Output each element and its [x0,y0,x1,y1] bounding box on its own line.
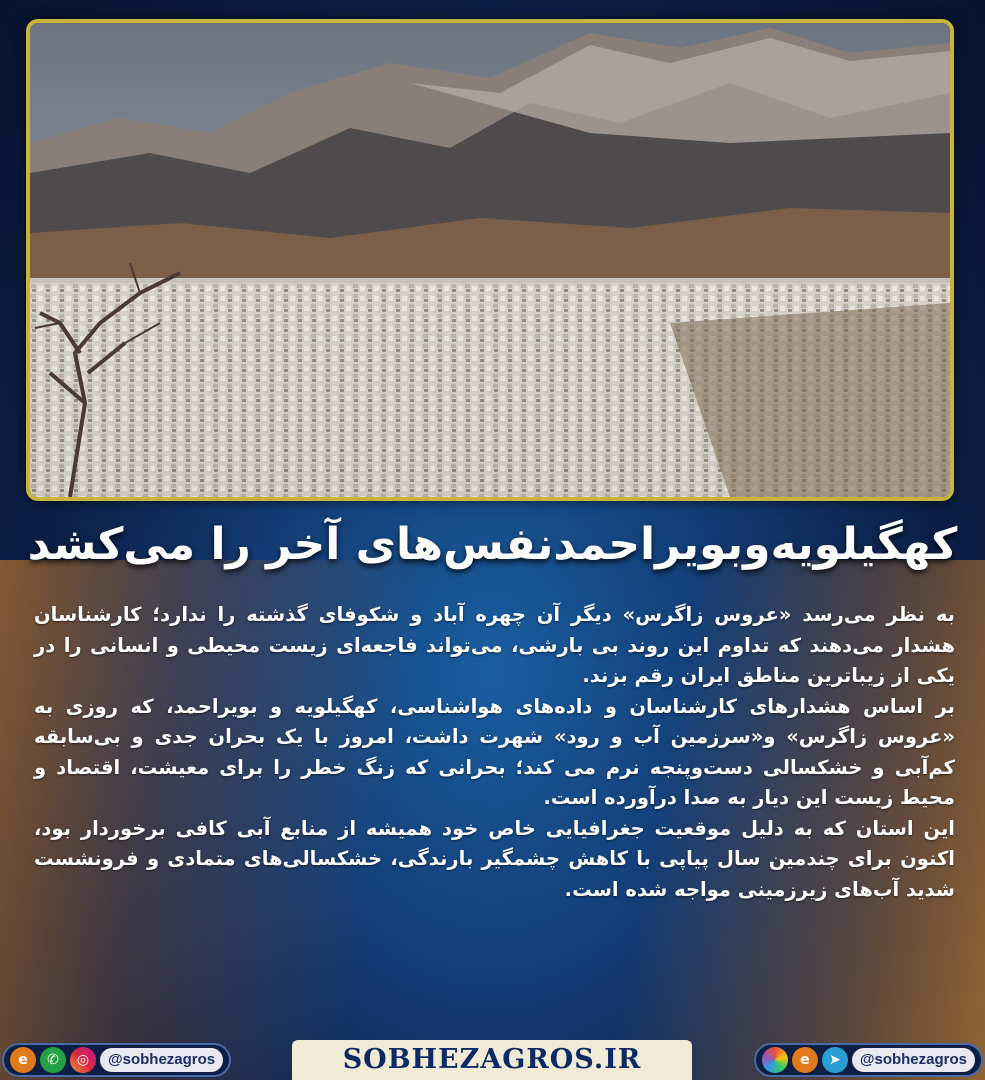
eitaa-icon[interactable]: e [10,1047,36,1073]
telegram-icon[interactable]: ➤ [822,1047,848,1073]
social-handle-left[interactable]: @sobhezagros [100,1048,223,1072]
city-mountain-photo [26,19,954,501]
headline: کهگیلویه‌وبویراحمدنفس‌های آخر را می‌کشد [27,519,958,570]
whatsapp-icon[interactable]: ✆ [40,1047,66,1073]
social-links-right [754,1043,983,1077]
social-handle-right[interactable]: @sobhezagros [852,1048,975,1072]
website-url[interactable]: SOBHEZAGROS.IR [292,1040,692,1080]
paragraph-3: این استان که به دلیل موقعیت جغرافیایی خاص خود همیشه از منابع آبی کافی برخوردار بود، اکنون برای چندمین سال پیاپی با کاهش چشمگیر بارندگی، خشکسالی‌های متمادی و فرونشست شدید آب‌های زیرزمینی مواجه شده است. [34,816,955,901]
photo-illustration [30,23,950,497]
instagram-icon[interactable]: ◎ [70,1047,96,1073]
footer [0,1040,985,1080]
paragraph-2: بر اساس هشدارهای کارشناسان و داده‌های هواشناسی، کهگیلویه و بویراحمد، که روزی به «عروس زاگرس» و«سرزمین آب و رود» شهرت داشت، امروز با یک بحران جدی و بی‌سابقه کم‌آبی و خشکسالی دست‌وپنجه نرم می کند؛ بحرانی که زنگ خطر را برای معیشت، اقتصاد و محیط زیست این دیار به صدا درآورده است. [34,694,955,809]
social-links-left [2,1043,231,1077]
article-body [34,600,955,905]
rubika-icon[interactable] [762,1047,788,1073]
paragraph-1: به نظر می‌رسد «عروس زاگرس» دیگر آن چهره آباد و شکوفای گذشته را ندارد؛ کارشناسان هشدار می‌دهند که تداوم این روند بی بارشی، می‌تواند فاجعه‌ای زیست محیطی و انسانی را در یکی از زیباترین مناطق ایران رقم بزند. [34,603,955,687]
eitaa-icon[interactable]: e [792,1047,818,1073]
